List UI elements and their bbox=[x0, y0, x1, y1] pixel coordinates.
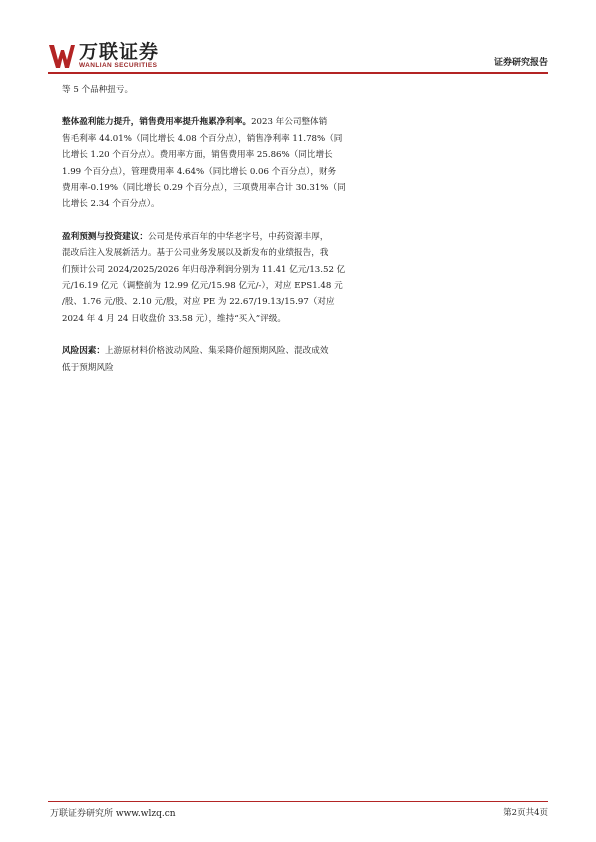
header-divider bbox=[48, 72, 548, 74]
paragraph-risk bbox=[62, 343, 527, 376]
text-line: 低于预期风险 bbox=[62, 362, 114, 373]
text-line: /股、1.76 元/股、2.10 元/股，对应 PE 为 22.67/19.13/15.97（对应 bbox=[62, 297, 335, 308]
text-segment: 公司是传承百年的中华老字号，中药资源丰厚， bbox=[147, 231, 329, 242]
text-line: 售毛利率 44.01%（同比增长 4.08 个百分点），销售净利率 11.78%（同 bbox=[62, 133, 343, 144]
text-line: 们预计公司 2024/2025/2026 年归母净利润分别为 11.41 亿元/13.52 亿 bbox=[62, 264, 346, 275]
text-segment: 上游原材料价格波动风险、集采降价超预期风险、混改成效 bbox=[104, 346, 329, 357]
paragraph-continuation bbox=[62, 82, 527, 98]
text-line: 混改后注入发展新活力。基于公司业务发展以及新发布的业绩报告，我 bbox=[62, 248, 329, 259]
text-line: 等 5 个品种扭亏。 bbox=[62, 85, 134, 95]
text-segment: 2023 年公司整体销 bbox=[251, 117, 328, 128]
report-type-label: 证券研究报告 bbox=[493, 58, 548, 68]
text-line: 1.99 个百分点），管理费用率 4.64%（同比增长 0.06 个百分点），财务 bbox=[62, 166, 337, 177]
footer-divider bbox=[48, 801, 548, 802]
text-line: 费用率-0.19%（同比增长 0.29 个百分点），三项费用率合计 30.31%（同 bbox=[62, 183, 346, 194]
page-header bbox=[48, 40, 548, 74]
wanlian-logo-icon bbox=[48, 42, 76, 70]
logo-english-name: WANLIAN SECURITIES bbox=[79, 62, 158, 69]
text-line: 比增长 1.20 个百分点）。费用率方面，销售费用率 25.86%（同比增长 bbox=[62, 150, 333, 161]
page-number: 第2页共4页 bbox=[503, 808, 548, 818]
text-line: 2024 年 4 月 24 日收盘价 33.58 元），维持“买入”评级。 bbox=[62, 313, 286, 324]
footer-source: 万联证券研究所 www.wlzq.cn bbox=[50, 809, 176, 819]
paragraph-heading: 盈利预测与投资建议： bbox=[62, 231, 148, 242]
logo-chinese-name: 万联证券 bbox=[79, 41, 160, 63]
text-line bbox=[62, 343, 527, 359]
report-body bbox=[62, 82, 527, 392]
company-logo bbox=[48, 42, 159, 70]
paragraph-heading: 整体盈利能力提升，销售费用率提升拖累净利率。 bbox=[62, 117, 252, 128]
paragraph-profitability bbox=[62, 114, 527, 212]
paragraph-forecast bbox=[62, 229, 527, 327]
text-line: 元/16.19 亿元（调整前为 12.99 亿元/15.98 亿元/-），对应 EPS1.48 元 bbox=[62, 281, 343, 292]
text-line bbox=[62, 114, 527, 130]
text-line bbox=[62, 229, 527, 245]
paragraph-heading: 风险因素： bbox=[62, 346, 105, 357]
text-line: 比增长 2.34 个百分点）。 bbox=[62, 199, 160, 210]
